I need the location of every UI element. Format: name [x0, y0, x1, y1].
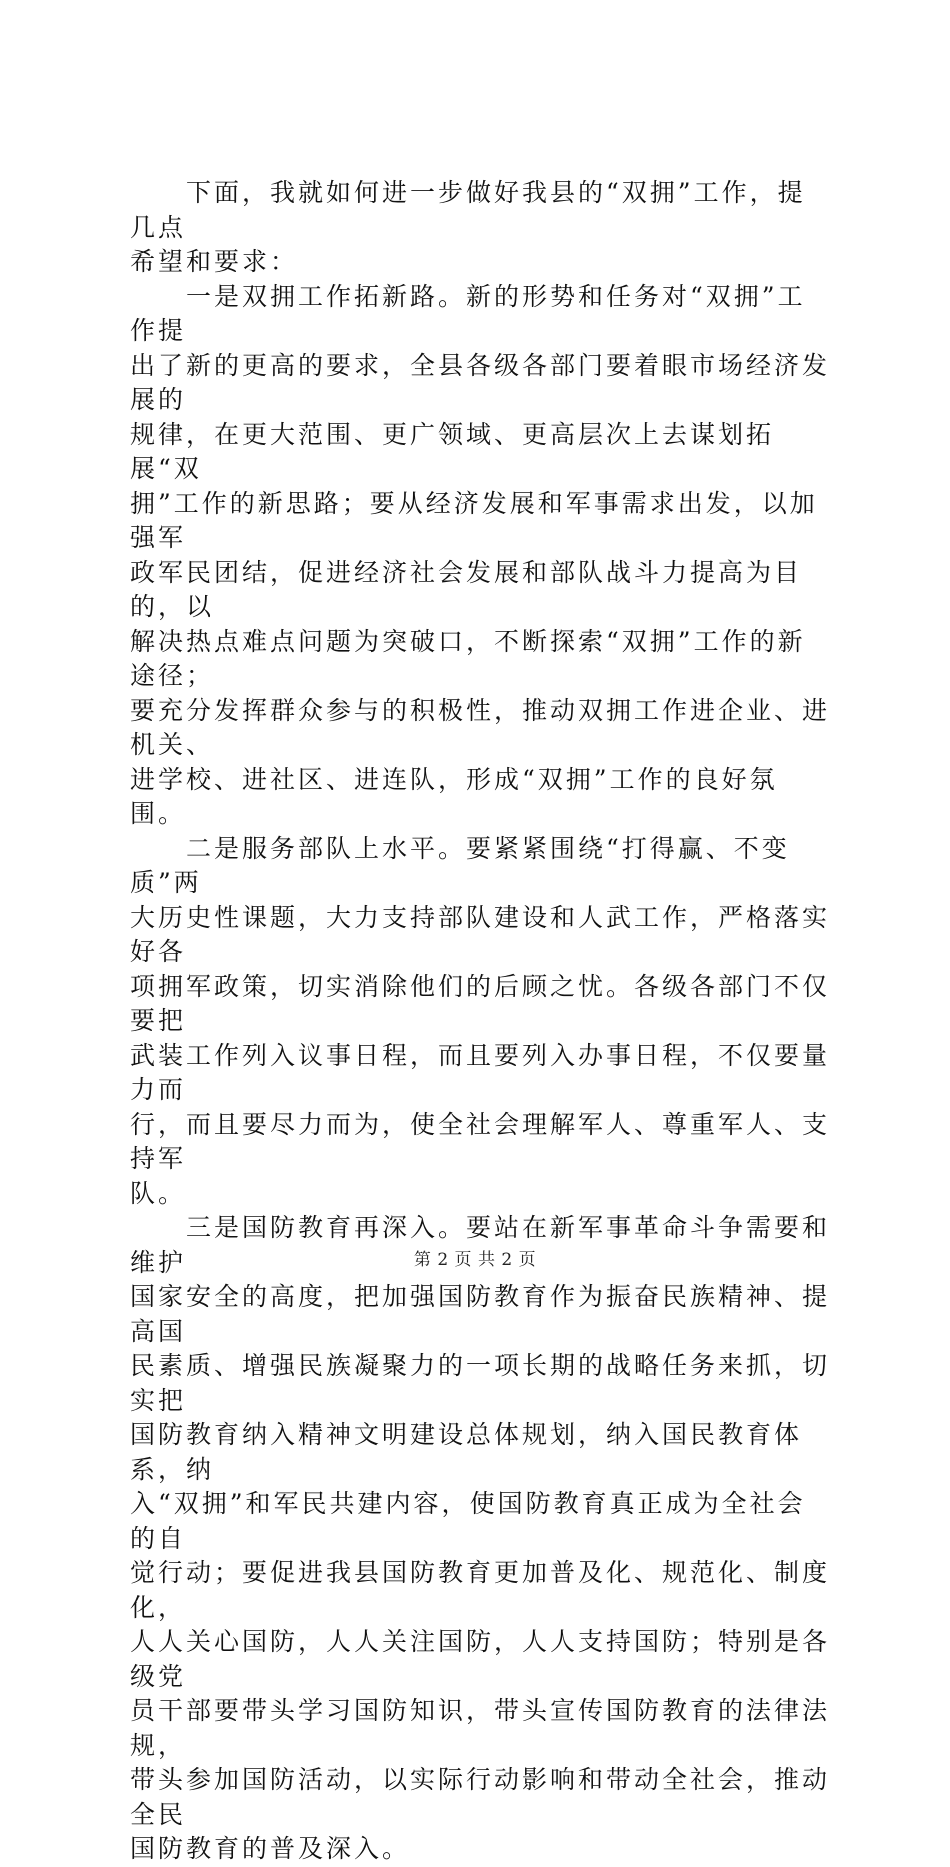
paragraph-point-2: 二是服务部队上水平。要紧紧围绕“打得赢、不变质”两 大历史性课题，大力支持部队建设和人武工作，严格落实好各 项拥军政策，切实消除他们的后顾之忧。各级各部门不仅要把 武装工作列入议事日程，而且要列入办事日程，不仅要量力而 行，而且要尽力而为，使全社会理解军人、尊重军人、支持军 队。: [130, 833, 831, 1208]
paragraph-point-1: 一是双拥工作拓新路。新的形势和任务对“双拥”工作提 出了新的更高的要求，全县各级各部门要着眼市场经济发展的 规律，在更大范围、更广领域、更高层次上去谋划拓展“双 拥”工作的新思路；要从经济发展和军事需求出发，以加强军 政军民团结，促进经济社会发展和部队战斗力提高为目的，以 解决热点难点问题为突破口，不断探索“双拥”工作的新途径； 要充分发挥群众参与的积极性，推动双拥工作进企业、进机关、 进学校、进社区、进连队，形成“双拥”工作的良好氛围。: [130, 281, 831, 828]
page-number-footer: 第 2 页 共 2 页: [413, 1250, 537, 1270]
paragraph-point-3: 三是国防教育再深入。要站在新军事革命斗争需要和维护 国家安全的高度，把加强国防教育作为振奋民族精神、提高国 民素质、增强民族凝聚力的一项长期的战略任务来抓，切实把 国防教育纳入精神文明建设总体规划，纳入国民教育体系，纳 入“双拥”和军民共建内容，使国防教育真正成为全社会的自 觉行动；要促进我县国防教育更加普及化、规范化、制度化， 人人关心国防，人人关注国防，人人支持国防；特别是各级党 员干部要带头学习国防知识，带头宣传国防教育的法律法规， 带头参加国防活动，以实际行动影响和带动全社会，推动全民 国防教育的普及深入。: [130, 1213, 831, 1863]
paragraph-intro: 下面，我就如何进一步做好我县的“双拥”工作，提几点 希望和要求：: [130, 178, 806, 276]
body-text: [130, 176, 830, 1867]
